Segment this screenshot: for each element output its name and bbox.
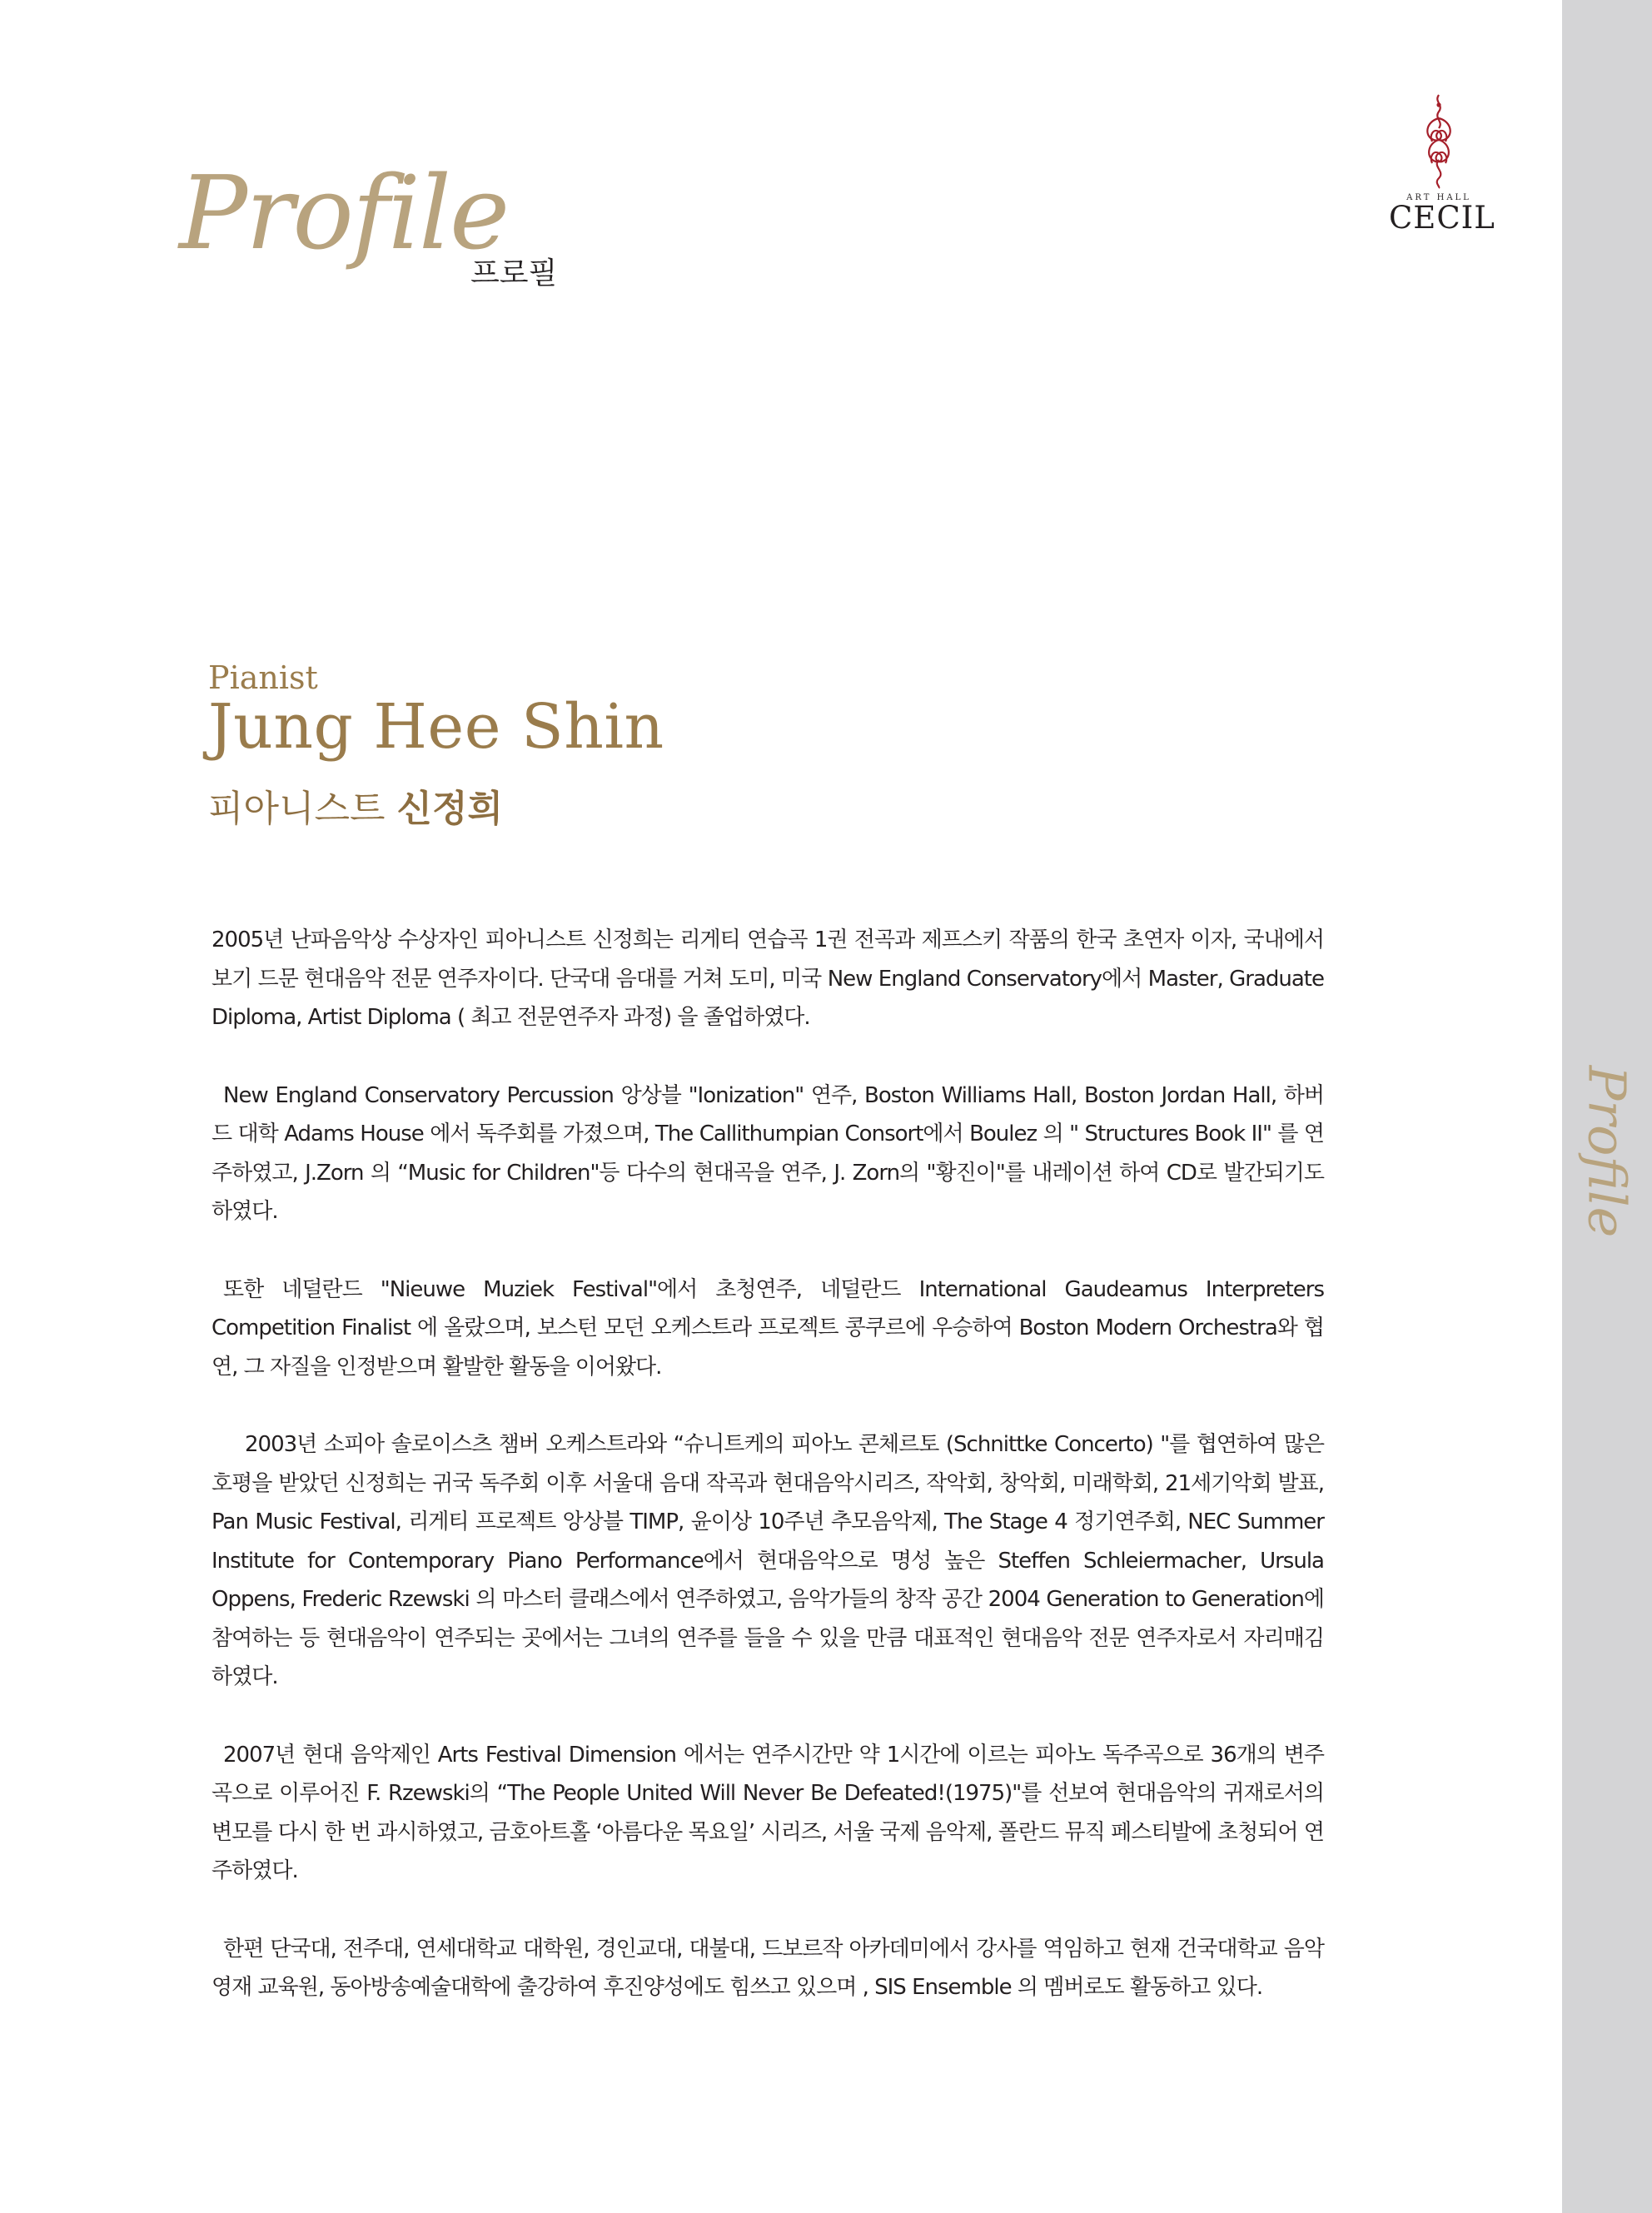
cecil-emblem-icon: [1416, 93, 1462, 190]
artist-name-ko: [208, 778, 503, 832]
profile-paragraph: 2007년 현대 음악제인 Arts Festival Dimension 에서는 연주시간만 약 1시간에 이르는 피아노 독주곡으로 36개의 변주곡으로 이루어진 F. Rzewski의 “The People United Will Never Be Defeated!(1975)"를 선보여 현대음악의 귀재로서의 변모를 다시 한 번 과시하였고, 금호아트홀 ‘아름다운 목요일’ 시리즈, 서울 국제 음악제, 폴란드 뮤직 페스티발에 초청되어 연주하였다.: [211, 1742, 1324, 1883]
artist-role-ko: 피아니스트: [208, 788, 386, 830]
profile-paragraph: New England Conservatory Percussion 앙상블 "Ionization" 연주, Boston Williams Hall, Boston Jordan Hall, 하버드 대학 Adams House 에서 독주회를 가졌으며, The Callithumpian Consort에서 Boulez 의 " Structures Book II" 를 연주하였고, J.Zorn 의 “Music for Children"등 다수의 현대곡을 연주, J. Zorn의 "황진이"를 내레이션 하여 CD로 발간되기도 하였다.: [211, 1082, 1324, 1224]
profile-body: [211, 921, 1324, 2046]
profile-paragraph: 또한 네덜란드 "Nieuwe Muziek Festival"에서 초청연주, 네덜란드 International Gaudeamus Interpreters Competition Finalist 에 올랐으며, 보스턴 모던 오케스트라 프로젝트 콩쿠르에 우승하여 Boston Modern Orchestra와 협연, 그 자질을 인정받으며 활발한 활동을 이어왔다.: [211, 1276, 1324, 1380]
artist-role: Pianist: [208, 659, 318, 696]
logo-small-text: ART HALL: [1406, 193, 1471, 202]
page-subtitle: 프로필: [470, 256, 558, 291]
profile-paragraph: 2005년 난파음악상 수상자인 피아니스트 신정희는 리게티 연습곡 1권 전곡과 제프스키 작품의 한국 초연자 이자, 국내에서 보기 드문 현대음악 전문 연주자이다. 단국대 음대를 거쳐 도미, 미국 New England Conservatory에서 Master, Graduate Diploma, Artist Diploma ( 최고 전문연주자 과정) 을 졸업하였다.: [211, 927, 1324, 1030]
side-profile-label: Profile: [1576, 1065, 1638, 1238]
page-title: Profile: [179, 154, 509, 272]
profile-paragraph: 한편 단국대, 전주대, 연세대학교 대학원, 경인교대, 대불대, 드보르작 아카데미에서 강사를 역임하고 현재 건국대학교 음악영재 교육원, 동아방송예술대학에 출강하여 후진양성에도 힘쓰고 있으며 , SIS Ensemble 의 멤버로도 활동하고 있다.: [211, 1936, 1324, 2000]
cecil-logo: [1389, 93, 1495, 243]
artist-name-ko-bold: 신정희: [396, 788, 504, 830]
profile-paragraph: 2003년 소피아 솔로이스츠 챔버 오케스트라와 “슈니트케의 피아노 콘체르토 (Schnittke Concerto) "를 협연하여 많은 호평을 받았던 신정희는 귀국 독주회 이후 서울대 음대 작곡과 현대음악시리즈, 작악회, 창악회, 미래학회, 21세기악회 발표, Pan Music Festival, 리게티 프로젝트 앙상블 TIMP, 윤이상 10주년 추모음악제, The Stage 4 정기연주회, NEC Summer Institute for Contemporary Piano Performance에서 현대음악으로 명성 높은 Steffen Schleiermacher, Ursula Oppens, Frederic Rzewski 의 마스터 클래스에서 연주하였고, 음악가들의 창작 공간 2004 Generation to Generation에 참여하는 등 현대음악이 연주되는 곳에서는 그녀의 연주를 들을 수 있을 만큼 대표적인 현대음악 전문 연주자로서 자리매김하였다.: [211, 1432, 1324, 1689]
artist-name-en: Jung Hee Shin: [208, 691, 664, 763]
logo-wordmark: CECIL: [1389, 200, 1495, 236]
